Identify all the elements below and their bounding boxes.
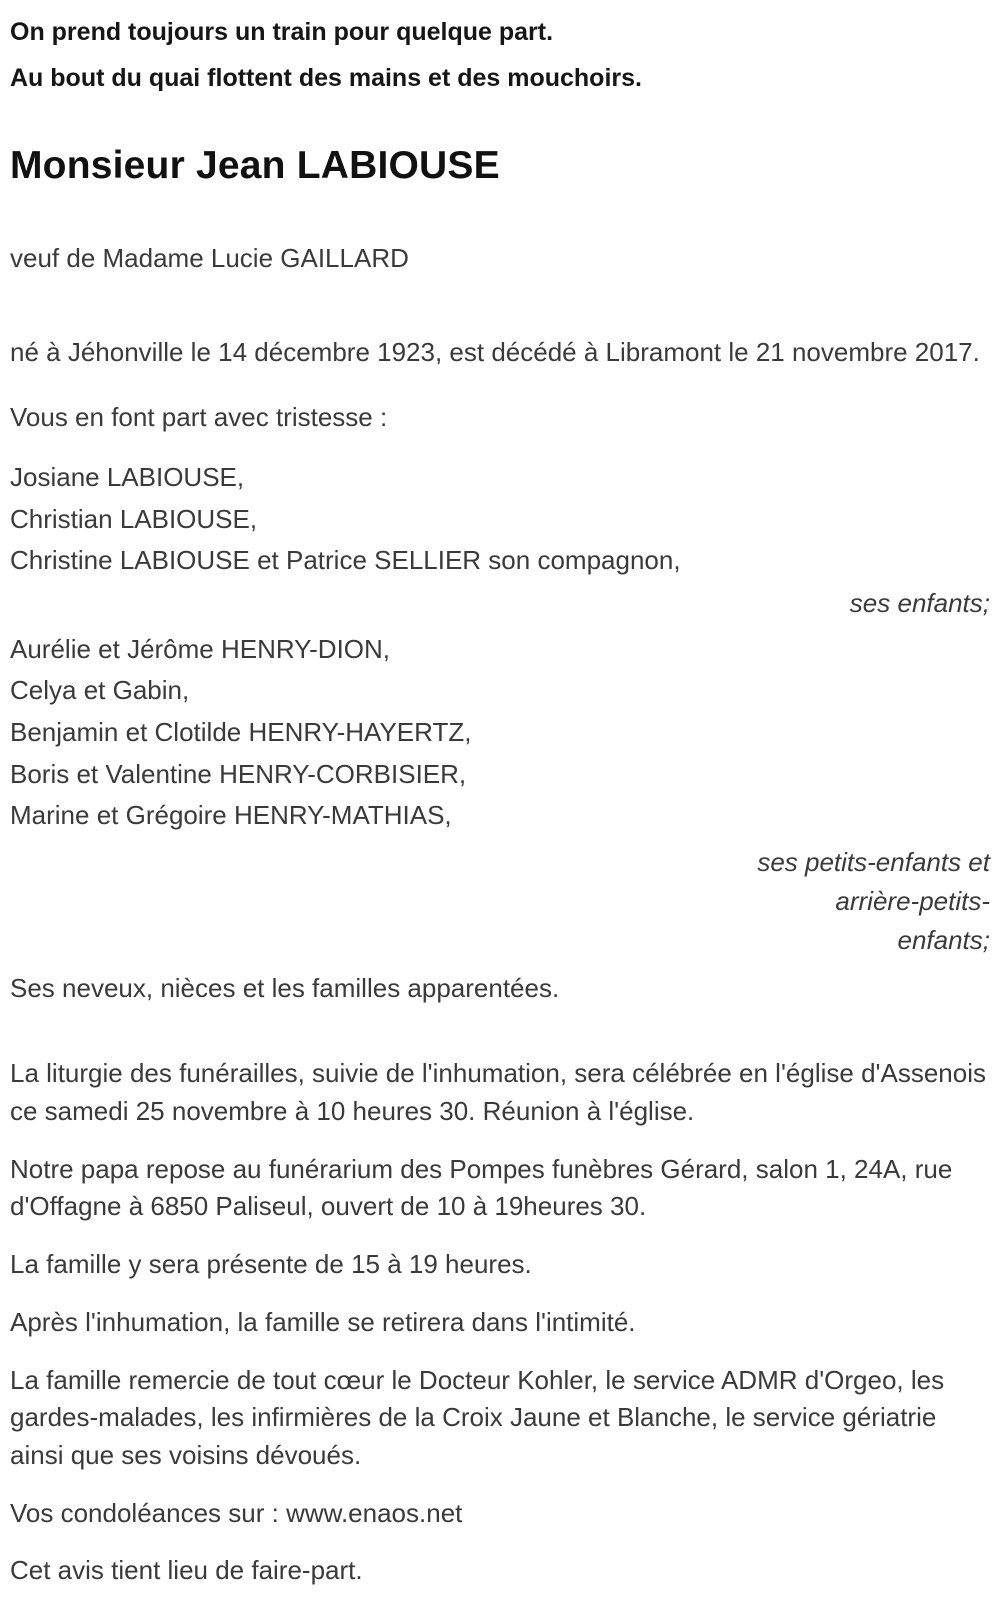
child-line: Josiane LABIOUSE,: [10, 461, 245, 492]
relatives-line: Ses neveux, nièces et les familles apparentées.: [10, 972, 560, 1003]
grandchild-line: Celya et Gabin,: [10, 675, 190, 706]
ceremony-paragraph: La liturgie des funérailles, suivie de l'inhumation, sera célébrée en l'église d'Assenois ce samedi 25 novembre à 10 heures 30. Réunion à l'église.: [10, 1058, 987, 1127]
birth-death-line: né à Jéhonville le 14 décembre 1923, est décédé à Libramont le 21 novembre 2017.: [10, 336, 980, 367]
grandchildren-label: ses petits-enfants et arrière-petits-enfants;: [757, 846, 990, 955]
announcement-intro: Vous en font part avec tristesse :: [10, 402, 388, 433]
child-line: Christian LABIOUSE,: [10, 503, 258, 534]
children-label: ses enfants;: [849, 587, 990, 618]
condolences-link[interactable]: www.enaos.net: [286, 1497, 463, 1528]
spouse-line: veuf de Madame Lucie GAILLARD: [10, 242, 409, 273]
grandchildren-list: [10, 629, 990, 837]
grandchild-line: Aurélie et Jérôme HENRY-DION,: [10, 633, 391, 664]
thanks-paragraph: La famille remercie de tout cœur le Docteur Kohler, le service ADMR d'Orgeo, les gardes-malades, les infirmières de la Croix Jaune et Blanche, le service gériatrie ainsi que ses voisins dévoués.: [10, 1364, 945, 1470]
grandchild-line: Benjamin et Clotilde HENRY-HAYERTZ,: [10, 716, 472, 747]
condolences-line: [10, 1495, 990, 1533]
epigraph-line-1: On prend toujours un train pour quelque part.: [10, 18, 554, 46]
grandchild-line: Boris et Valentine HENRY-CORBISIER,: [10, 758, 467, 789]
deceased-name: Monsieur Jean LABIOUSE: [10, 144, 500, 187]
child-line: Christine LABIOUSE et Patrice SELLIER son compagnon,: [10, 545, 681, 576]
condolences-prefix: Vos condoléances sur :: [10, 1497, 287, 1528]
epigraph-line-2: Au bout du quai flottent des mains et des mouchoirs.: [10, 63, 642, 92]
legal-notice-line: Cet avis tient lieu de faire-part.: [10, 1555, 363, 1586]
family-presence-paragraph: La famille y sera présente de 15 à 19 heures.: [10, 1249, 532, 1280]
epigraph: [10, 10, 990, 101]
funerarium-paragraph: Notre papa repose au funérarium des Pompes funèbres Gérard, salon 1, 24A, rue d'Offagne à 6850 Paliseul, ouvert de 10 à 19heures 30.: [10, 1153, 953, 1222]
grandchild-line: Marine et Grégoire HENRY-MATHIAS,: [10, 800, 452, 831]
privacy-paragraph: Après l'inhumation, la famille se retirera dans l'intimité.: [10, 1306, 636, 1337]
children-list: [10, 457, 990, 582]
